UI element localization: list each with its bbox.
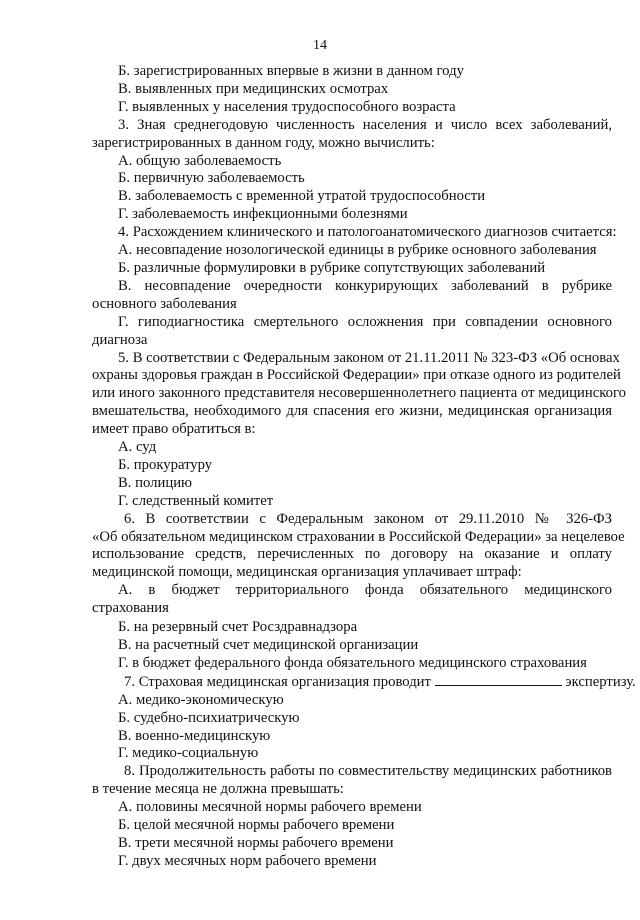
question-5-cont: или иного законного представителя несовершеннолетнего пациента от медицинского [92, 385, 627, 402]
answer-option: Б. первичную заболеваемость [118, 170, 305, 187]
answer-option: В. выявленных при медицинских осмотрах [118, 80, 389, 97]
answer-option: Г. выявленных у населения трудоспособного возраста [118, 98, 456, 115]
answer-option: Б. на резервный счет Росздравнадзора [118, 619, 358, 636]
page-number: 14 [313, 38, 327, 53]
answer-option: Г. медико-социальную [118, 745, 259, 762]
answer-blank [435, 673, 562, 686]
answer-option: Б. судебно-психиатрическую [118, 709, 300, 726]
answer-option: Г. гиподиагностика смертельного осложнения при совпадении основного [118, 313, 612, 330]
answer-option-cont: диагноза [92, 331, 148, 348]
answer-option-cont: страхования [92, 600, 169, 617]
answer-option: Г. в бюджет федерального фонда обязательного медицинского страхования [118, 654, 587, 671]
answer-option: Б. различные формулировки в рубрике сопутствующих заболеваний [118, 259, 546, 276]
answer-option: В. на расчетный счет медицинской организации [118, 637, 419, 653]
answer-option: Б. прокуратуру [118, 456, 213, 473]
document-body [92, 63, 636, 871]
question-5-cont: вмешательства, необходимого для спасения его жизни, медицинская организация [92, 403, 612, 420]
question-6-cont: «Об обязательном медицинском страховании в Российской Федерации» за нецелевое [92, 528, 625, 545]
question-3-cont: зарегистрированных в данном году, можно вычислить: [92, 134, 435, 151]
question-4: 4. Расхождением клинического и патологоанатомического диагнозов считается: [118, 224, 617, 241]
answer-option: В. заболеваемость с временной утратой трудоспособности [118, 188, 486, 205]
answer-option: В. полицию [118, 474, 193, 491]
question-3: 3. Зная среднегодовую численность населения и число всех заболеваний, [118, 116, 612, 133]
answer-option: А. несовпадение нозологической единицы в рубрике основного заболевания [118, 242, 597, 259]
answer-option: В. военно-медицинскую [118, 727, 271, 744]
answer-option: Г. двух месячных норм рабочего времени [118, 852, 377, 869]
question-5-cont: охраны здоровья граждан в Российской Федерации» при отказе одного из родителей [92, 367, 621, 384]
answer-option: А. общую заболеваемость [118, 152, 282, 169]
question-7-text: 7. Страховая медицинская организация проводит [124, 673, 431, 690]
answer-option: Б. целой месячной нормы рабочего времени [118, 817, 395, 834]
question-7-end: экспертизу. [565, 673, 636, 690]
answer-option: А. суд [118, 439, 157, 456]
question-8-cont: в течение месяца не должна превышать: [92, 781, 344, 798]
answer-option: А. медико-экономическую [118, 691, 284, 708]
question-7 [92, 673, 636, 692]
question-5-cont: имеет право обратиться в: [92, 421, 256, 438]
answer-option: В. несовпадение очередности конкурирующих заболеваний в рубрике [118, 277, 612, 294]
question-8: 8. Продолжительность работы по совместительству медицинских работников [124, 763, 612, 780]
question-6-cont: медицинской помощи, медицинская организация уплачивает штраф: [92, 564, 522, 581]
answer-option: Б. зарегистрированных впервые в жизни в данном году [118, 63, 464, 79]
answer-option-cont: основного заболевания [92, 295, 237, 312]
answer-option: А. в бюджет территориального фонда обязательного медицинского [118, 582, 612, 599]
answer-option: Г. следственный комитет [118, 492, 274, 509]
answer-option: В. трети месячной нормы рабочего времени [118, 834, 394, 851]
question-6-cont: использование средств, перечисленных по договору на оказание и оплату [92, 546, 612, 563]
answer-option: Г. заболеваемость инфекционными болезнями [118, 206, 408, 223]
question-5: 5. В соответствии с Федеральным законом от 21.11.2011 № 323-ФЗ «Об основах [118, 349, 620, 366]
answer-option: А. половины месячной нормы рабочего времени [118, 799, 422, 816]
question-6: 6. В соответствии с Федеральным законом от 29.11.2010 № 326-ФЗ [124, 510, 612, 527]
